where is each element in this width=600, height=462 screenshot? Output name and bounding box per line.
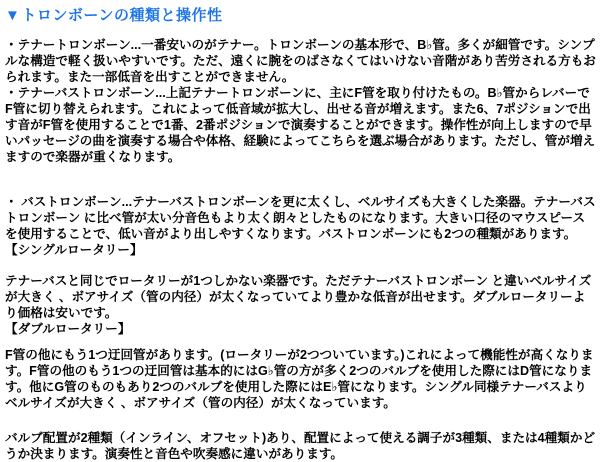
paragraph-single-rotary: テナーバスと同じでロータリーが1つしかない楽器です。ただテナーバストロンボーン と違いベルサイズが大きく 、ボアサイズ（管の内径）が太くなっていてより豊かな低音が出せます。ダブルロータリーより価格は安いです。 [5, 274, 592, 320]
paragraph-double-rotary: F管の他にもう1つ迂回管があります。(ロータリーが2つついています。)これによって機能性が高くなります。F管の他のもう1つの迂回管は基本的にはG♭管の方が多く2つのバルブを使用した際にはD管になります。他にG管のものもあり2つのバルブを使用した際にはE♭管になります。シングル同様テナーバスよりベルサイズが大きく 、ボアサイズ（管の内径）が太くなっています。 [5, 348, 594, 410]
paragraph-bass-trombone: ・ バストロンボーン...テナーバストロンボーンを更に太くし、ベルサイズも大きくした楽器。テナーバストロンボーン に比べ管が太い分音色もより太く朗々としたものになります。大きい口径のマウスピースを使用することで、低い音がより出しやすくなります。バストロンボーンにも2つの種類があります。 [5, 195, 596, 241]
heading-single-rotary: 【シングルロータリー】 [5, 243, 143, 257]
paragraph-tenor-bass-trombone: ・テナーバストロンボーン...上記テナートロンボーンに、主にF管を取り付けたもの。B♭管からレバーでF管に切り替えられます。これによって低音域が拡大し、出せる音が増えます。また6、7ポジションで出す音がF管を使用することで1番、2番ポジションで演奏することができます。操作性が向上しますので早いパッセージの曲を演奏する場合や体格、経験によってこちらを選ぶ場合があります。ただし、管が増えますので楽器が重くなります。 [5, 86, 596, 164]
heading-double-rotary: 【ダブルロータリー】 [5, 322, 131, 336]
page-title [5, 7, 596, 24]
paragraph-tenor-trombone: ・テナートロンボーン...一番安いのがテナー。トロンボーンの基本形で、B♭管。多くが細管です。シンプルな構造で軽く扱いやすいです。ただ、遠くに腕をのばさなくてはいけない音階があり苦労される方もおられます。また一部低音を出すことができません。 [5, 38, 596, 84]
triangle-marker-icon: ▼ [5, 7, 21, 24]
page-title-text: トロンボーンの種類と操作性 [21, 7, 223, 24]
paragraph-valve-configuration: バルブ配置が2種類（インライン、オフセット)あり、配置によって使える調子が3種類、または4種類かどうか決まります。演奏性と音色や吹奏感に違いがあります。 [5, 431, 596, 461]
